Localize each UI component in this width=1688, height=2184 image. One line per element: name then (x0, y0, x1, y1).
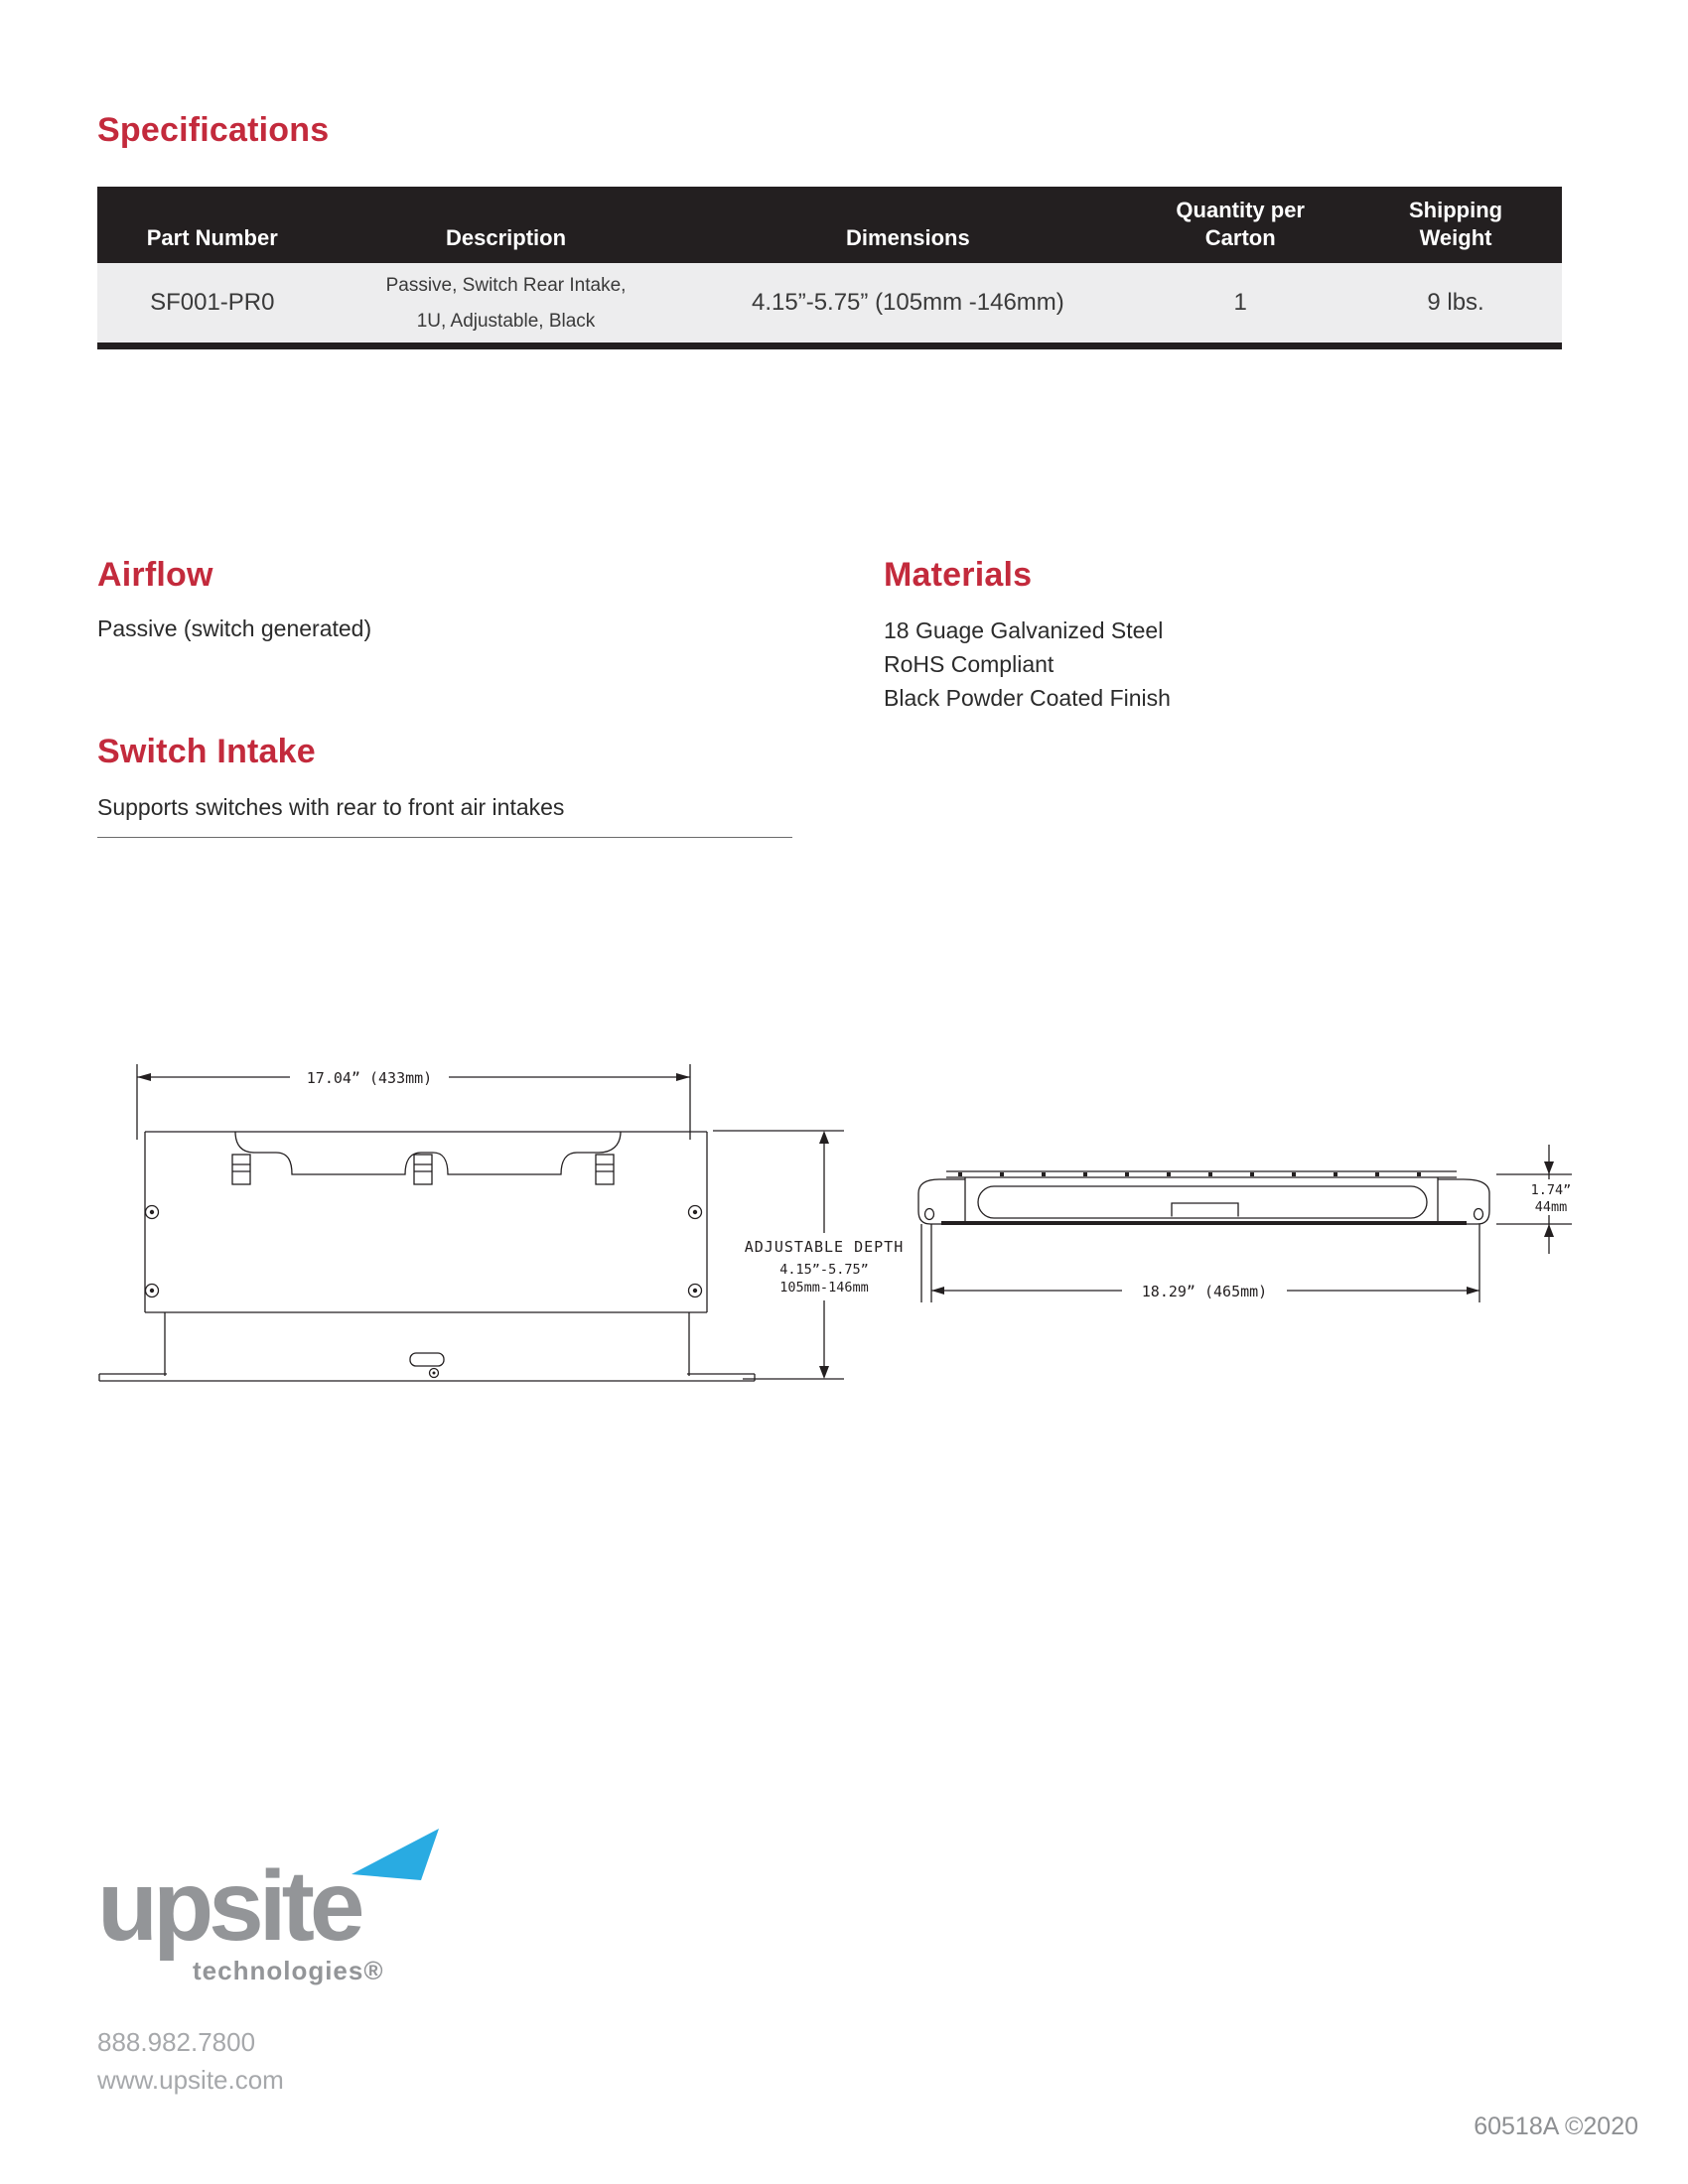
header-part-number-label: Part Number (146, 225, 278, 251)
dimensions-value: 4.15”-5.75” (105mm -146mm) (752, 289, 1064, 316)
logo-arrow-icon (348, 1829, 439, 1880)
description-line1: Passive, Switch Rear Intake, (385, 274, 627, 296)
switch-intake-title: Switch Intake (97, 733, 316, 770)
front-view-width-label: 18.29” (465mm) (1141, 1283, 1268, 1300)
materials-item: 18 Guage Galvanized Steel (884, 617, 1164, 643)
front-view-drawing (918, 1145, 1591, 1302)
screw-icon (146, 1206, 702, 1297)
technical-drawing (60, 1013, 1628, 1410)
specifications-table (97, 187, 1562, 349)
adjustable-depth-dimension (713, 1131, 904, 1379)
header-shipping-weight (1349, 187, 1562, 263)
phone-number: 888.982.7800 (97, 2027, 256, 2057)
header-part-number (97, 187, 328, 263)
website-url: www.upsite.com (97, 2065, 284, 2095)
cell-quantity (1131, 263, 1349, 342)
header-dimensions-label: Dimensions (846, 225, 970, 251)
height-dimension (1496, 1145, 1591, 1254)
cell-weight (1349, 263, 1562, 342)
header-qty-line2: Carton (1204, 225, 1276, 251)
materials-list (884, 614, 1171, 715)
description-line2: 1U, Adjustable, Black (416, 310, 596, 332)
header-description-label: Description (445, 225, 567, 251)
specifications-title: Specifications (97, 111, 330, 149)
table-row (97, 263, 1562, 349)
top-view-width-label: 17.04” (433mm) (306, 1069, 433, 1087)
document-id: 60518A ©2020 (1474, 2113, 1638, 2140)
airflow-title: Airflow (97, 556, 213, 594)
quantity-value: 1 (1233, 289, 1247, 316)
clip-tabs (232, 1155, 614, 1184)
contact-block (97, 2023, 284, 2099)
header-description (328, 187, 685, 263)
logo-subtext: technologies® (193, 1956, 384, 1985)
header-weight-line1: Shipping (1408, 197, 1503, 222)
weight-value: 9 lbs. (1427, 289, 1484, 316)
materials-item: RoHS Compliant (884, 651, 1055, 677)
cell-part-number (97, 263, 328, 342)
front-width-dimension (921, 1224, 1479, 1302)
header-qty-line1: Quantity per (1176, 197, 1305, 222)
front-height-inches: 1.74” (1530, 1182, 1572, 1198)
adjustable-depth-mm: 105mm-146mm (779, 1280, 869, 1296)
materials-item: Black Powder Coated Finish (884, 685, 1171, 711)
upsite-logo (97, 1835, 514, 1993)
cell-description (328, 263, 685, 342)
materials-title: Materials (884, 556, 1033, 594)
adjustable-depth-inches: 4.15”-5.75” (779, 1262, 869, 1278)
header-quantity-per-carton (1131, 187, 1349, 263)
part-number-value: SF001-PR0 (150, 289, 275, 316)
airflow-body: Passive (switch generated) (97, 615, 372, 641)
header-dimensions (684, 187, 1131, 263)
table-header-row (97, 187, 1562, 263)
header-weight-line2: Weight (1419, 225, 1492, 251)
adjustable-depth-label: ADJUSTABLE DEPTH (744, 1238, 905, 1256)
cell-dimensions (684, 263, 1131, 342)
switch-intake-body: Supports switches with rear to front air intakes (97, 794, 792, 838)
logo-wordmark: upsite (97, 1850, 360, 1962)
top-view-drawing (99, 1064, 904, 1381)
front-height-mm: 44mm (1534, 1199, 1568, 1215)
